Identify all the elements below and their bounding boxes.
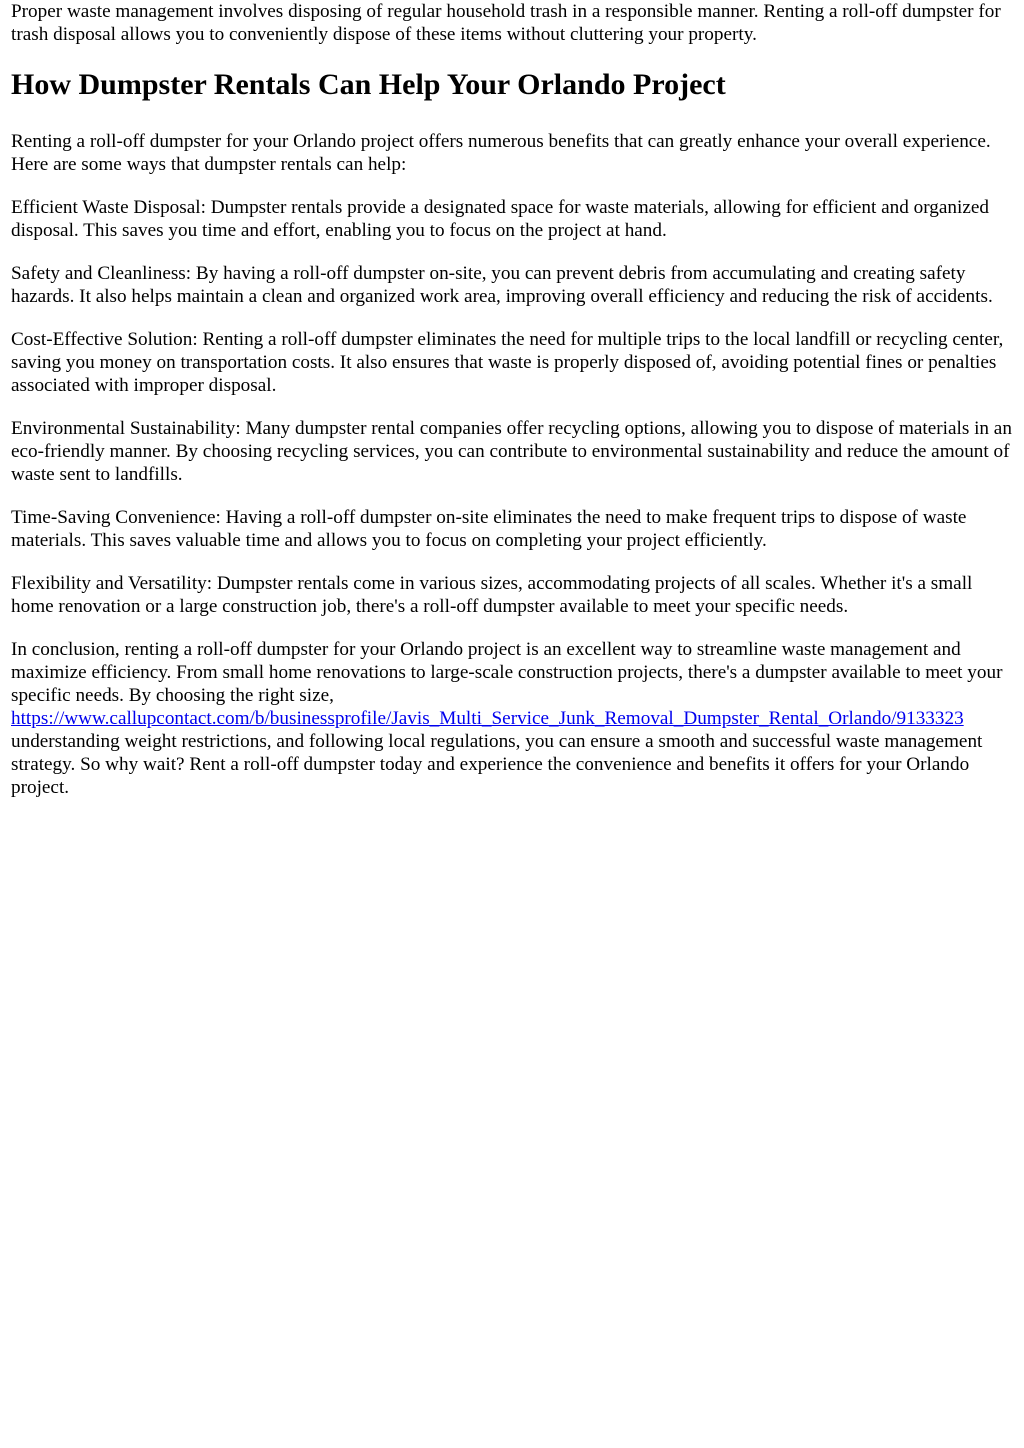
benefit-paragraph-time-saving: Time-Saving Convenience: Having a roll-off dumpster on-site eliminates the need to make frequent trips to dispose of waste materials. This saves valuable time and allows you to focus on completing your project efficiently. <box>11 507 967 551</box>
benefit-paragraph-safety-cleanliness: Safety and Cleanliness: By having a roll-off dumpster on-site, you can prevent debris from accumulating and creating safety hazards. It also helps maintain a clean and organized work area, improving overall efficiency and reducing the risk of accidents. <box>11 263 993 307</box>
conclusion-text-before: In conclusion, renting a roll-off dumpster for your Orlando project is an excellent way to streamline waste management and maximize efficiency. From small home renovations to large-scale construction projects, there's a dumpster available to meet your specific needs. By choosing the right size, <box>11 639 1003 706</box>
business-profile-link[interactable]: https://www.callupcontact.com/b/businessprofile/Javis_Multi_Service_Junk_Removal_Dumpster_Rental_Orlando/9133323 <box>11 708 964 729</box>
benefit-paragraph-efficient-waste-disposal: Efficient Waste Disposal: Dumpster rentals provide a designated space for waste materials, allowing for efficient and organized disposal. This saves you time and effort, enabling you to focus on the project at hand. <box>11 197 989 241</box>
benefit-paragraph-environmental: Environmental Sustainability: Many dumpster rental companies offer recycling options, allowing you to dispose of materials in an eco-friendly manner. By choosing recycling services, you can contribute to environmental sustainability and reduce the amount of waste sent to landfills. <box>11 418 1012 485</box>
conclusion-paragraph <box>11 638 1013 799</box>
article-body <box>11 0 1013 819</box>
benefit-paragraph-flexibility: Flexibility and Versatility: Dumpster rentals come in various sizes, accommodating projects of all scales. Whether it's a small home renovation or a large construction job, there's a roll-off dumpster available to meet your specific needs. <box>11 573 973 617</box>
intro-paragraph: Proper waste management involves disposing of regular household trash in a responsible manner. Renting a roll-off dumpster for trash disposal allows you to conveniently dispose of these items without cluttering your property. <box>11 1 1001 45</box>
section-heading: How Dumpster Rentals Can Help Your Orlando Project <box>11 68 726 101</box>
conclusion-text-after: understanding weight restrictions, and following local regulations, you can ensure a smooth and successful waste management strategy. So why wait? Rent a roll-off dumpster today and experience the convenience and benefits it offers for your Orlando project. <box>11 731 983 798</box>
benefit-paragraph-cost-effective: Cost-Effective Solution: Renting a roll-off dumpster eliminates the need for multiple trips to the local landfill or recycling center, saving you money on transportation costs. It also ensures that waste is properly disposed of, avoiding potential fines or penalties associated with improper disposal. <box>11 329 1004 396</box>
lead-paragraph: Renting a roll-off dumpster for your Orlando project offers numerous benefits that can greatly enhance your overall experience. Here are some ways that dumpster rentals can help: <box>11 131 991 175</box>
